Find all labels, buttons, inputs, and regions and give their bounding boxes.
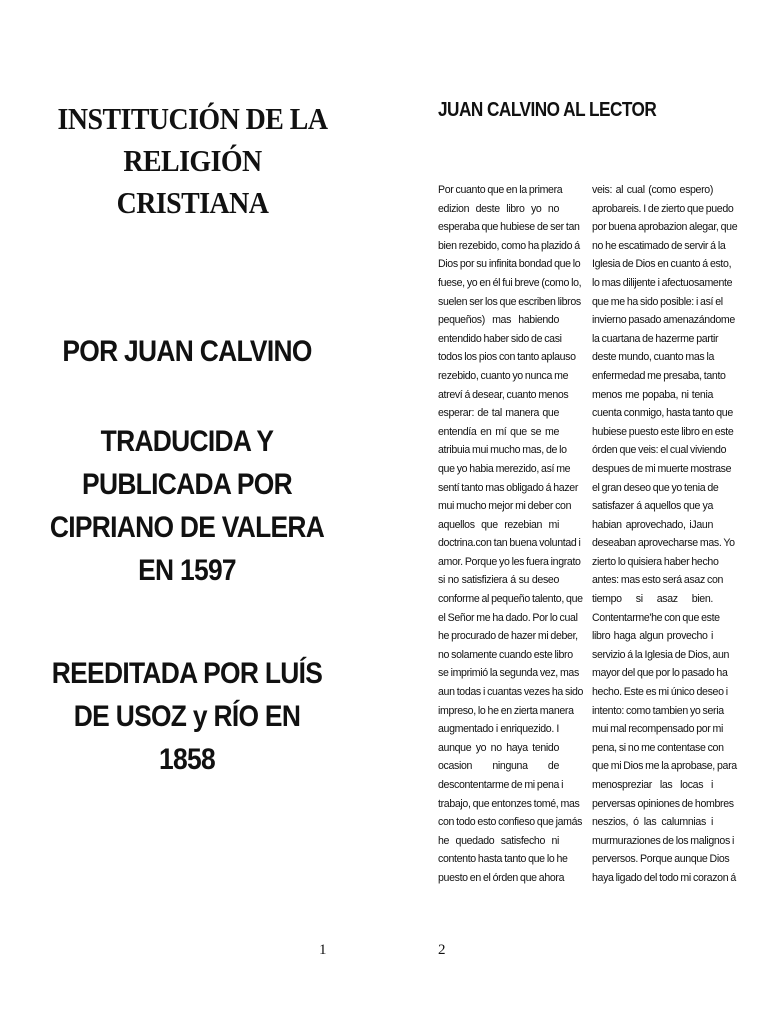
text-line: puesto en el órden que ahora xyxy=(438,871,565,884)
text-line: bien rezebido, como ha plazido á xyxy=(438,239,580,252)
text-line: el Señor me ha dado. Por lo cual xyxy=(438,611,578,624)
translation-line: TRADUCIDA Y xyxy=(100,425,274,458)
text-line: aquellos que rezebian mi xyxy=(438,518,559,531)
text-line: descontentarme de mi pena i xyxy=(438,779,564,791)
text-line: Iglesia de Dios en cuanto á esto, xyxy=(592,258,732,271)
text-line: mui mal recompensado por mi xyxy=(592,723,724,736)
title-line: INSTITUCIÓN DE LA xyxy=(57,101,328,136)
book-title xyxy=(55,98,330,224)
text-line: todos los pios con tanto aplauso xyxy=(438,351,576,364)
text-line: atribuia mui mucho mas, de lo xyxy=(438,444,567,457)
text-line: fuese, yo en él fui breve (como lo, xyxy=(438,276,582,289)
translation-line: EN 1597 xyxy=(138,554,236,587)
text-line: que yo habia merezido, así me xyxy=(438,462,571,475)
text-line: despues de mi muerte mostrase xyxy=(592,462,732,475)
title-line: RELIGIÓN CRISTIANA xyxy=(116,143,269,220)
text-line: doctrina.con tan buena voluntad i xyxy=(438,537,581,550)
text-line: contento hasta tanto que lo he xyxy=(438,853,568,866)
text-line: que mi Dios me la aprobase, para xyxy=(592,760,737,773)
text-line: servizio á la Iglesia de Dios, aun xyxy=(592,648,730,661)
text-line: rezebido, cuanto yo nunca me xyxy=(438,369,569,382)
text-line: murmuraziones de los malignos i xyxy=(592,834,735,847)
text-line: perversos. Porque aunque Dios xyxy=(592,853,730,866)
text-line: trabajo, que entonzes tomé, mas xyxy=(438,797,580,810)
text-line: órden que veis: el cual viviendo xyxy=(592,444,727,457)
text-line: mui mucho mejor mi deber con xyxy=(438,500,572,513)
text-line: habian aprovechado, iJaun xyxy=(592,518,713,531)
text-line: satisfazer á aquellos que ya xyxy=(592,500,713,513)
text-line: zierto lo quisiera haber hecho xyxy=(592,555,719,568)
text-line: haya ligado del todo mi corazon á xyxy=(592,871,736,884)
translation-credit xyxy=(49,420,325,592)
text-line: mayor del que por lo pasado ha xyxy=(592,667,728,680)
text-line: Por cuanto que en la primera xyxy=(438,184,563,196)
text-line: conforme al pequeño talento, que xyxy=(438,593,583,606)
reedition-line: REEDITADA POR LUÍS xyxy=(51,657,323,690)
text-line: aunque yo no haya tenido xyxy=(438,741,559,754)
text-line: neszios, ó las calumnias i xyxy=(592,816,713,829)
text-line: no solamente cuando este libro xyxy=(438,648,573,661)
text-line: aprobareis. I de zierto que puedo xyxy=(592,202,734,215)
text-line: edizion deste libro yo no xyxy=(438,202,559,215)
text-line: he quedado satisfecho ni xyxy=(438,834,559,847)
text-line: con todo esto confieso que jamás xyxy=(438,816,583,829)
reedition-line: DE USOZ y RÍO EN 1858 xyxy=(73,700,301,776)
text-line: hubiese puesto este libro en este xyxy=(592,425,734,438)
author-line: POR JUAN CALVINO xyxy=(62,335,312,368)
text-column-1 xyxy=(438,181,584,888)
text-line: que me ha sido posible: i así el xyxy=(592,295,723,308)
text-line: hecho. Este es mi único deseo i xyxy=(592,686,728,699)
text-line: por buena aprobazion alegar, que xyxy=(592,221,738,234)
text-line: impreso, lo he en zierta manera xyxy=(438,704,574,717)
text-line: he procurado de hazer mi deber, xyxy=(438,630,578,643)
text-line: veis: al cual (como espero) xyxy=(592,184,713,196)
text-line: deseaban aprovecharse mas. Yo xyxy=(592,537,735,550)
text-line: sentí tanto mas obligado á hazer xyxy=(438,481,579,494)
reedition-credit xyxy=(49,652,325,781)
text-line: el gran deseo que yo tenia de xyxy=(592,481,719,494)
translation-line: PUBLICADA POR xyxy=(82,468,292,501)
text-line: augmentado i enriquezido. I xyxy=(438,723,559,736)
page-number: 1 xyxy=(319,942,327,958)
text-line: si no satisfiziera á su deseo xyxy=(438,574,559,587)
text-line: tiempo si asaz bien. xyxy=(592,593,713,606)
text-line: cuenta conmigo, hasta tanto que xyxy=(592,407,733,420)
text-line: esperaba que hubiese de ser tan xyxy=(438,221,580,234)
text-line: amor. Porque yo les fuera ingrato xyxy=(438,555,581,568)
text-line: Dios por su infinita bondad que lo xyxy=(438,258,581,271)
text-line: libro haga algun provecho i xyxy=(592,630,713,643)
text-line: intento: como tambien yo seria xyxy=(592,704,724,717)
text-line: enfermedad me presaba, tanto xyxy=(592,369,726,382)
text-line: deste mundo, cuanto mas la xyxy=(592,351,714,364)
text-line: se imprimió la segunda vez, mas xyxy=(438,667,579,680)
text-line: esperar: de tal manera que xyxy=(438,407,559,420)
section-heading: JUAN CALVINO AL LECTOR xyxy=(438,99,657,121)
text-line: perversas opiniones de hombres xyxy=(592,797,734,810)
text-line: invierno pasado amenazándome xyxy=(592,314,735,327)
text-line: entendido haber sido de casi xyxy=(438,332,562,345)
text-line: pena, si no me contentase con xyxy=(592,741,724,754)
text-line: la cuartana de hazerme partir xyxy=(592,332,719,345)
text-line: atreví á desear, cuanto menos xyxy=(438,388,569,401)
text-line: no he escatimado de servir á la xyxy=(592,239,726,252)
text-line: antes: mas esto será asaz con xyxy=(592,574,724,587)
text-line: lo mas dilijente i afectuosamente xyxy=(592,276,733,289)
text-line: ocasion ninguna de xyxy=(438,760,559,773)
text-line: entendía en mí que se me xyxy=(438,425,559,438)
right-page xyxy=(384,0,768,1024)
text-line: pequeños) mas habiendo xyxy=(438,314,559,327)
text-line: menospreziar las locas i xyxy=(592,779,713,791)
translation-line: CIPRIANO DE VALERA xyxy=(49,511,325,544)
text-line: menos me popaba, ni tenia xyxy=(592,388,713,401)
text-line: Contentarme'he con que este xyxy=(592,611,720,624)
text-line: suelen ser los que escriben libros xyxy=(438,295,581,308)
page-number: 2 xyxy=(438,942,446,958)
text-column-2 xyxy=(592,181,738,888)
text-line: aun todas i cuantas vezes ha sido xyxy=(438,686,584,699)
